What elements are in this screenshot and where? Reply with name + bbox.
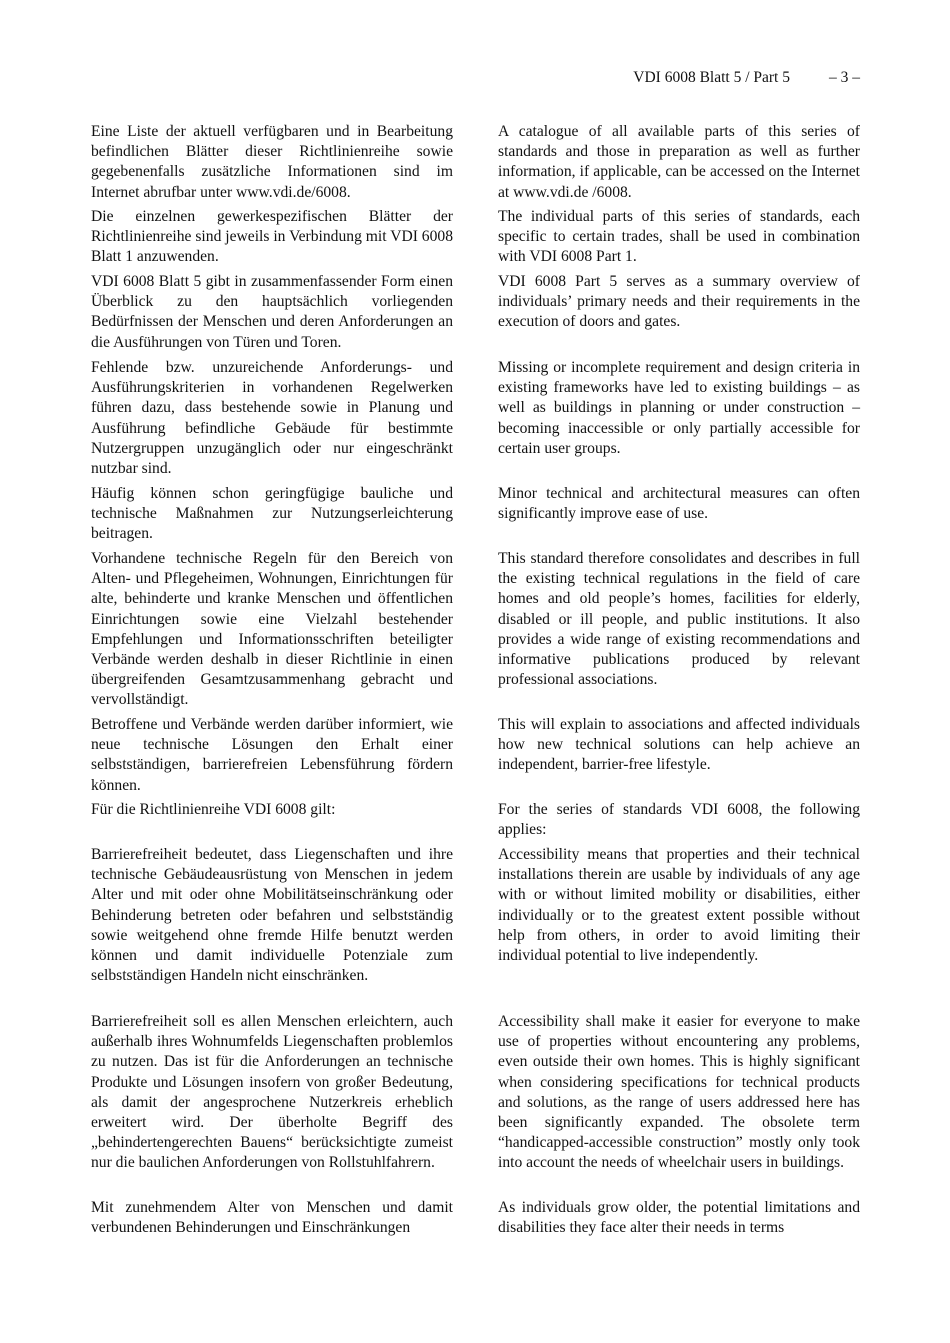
de-paragraph-2: Die einzelnen gewerkespezifischen Blätter der Richtlinienreihe sind jeweils in Verbindung mit VDI 6008 Blatt 1 anzuwenden. [91,208,453,266]
en-paragraph-7: This will explain to associations and affected individuals how new technical solutions can help achieve an independent, barrier-free lifestyle. [498,716,860,774]
de-paragraph-3: VDI 6008 Blatt 5 gibt in zusammenfassender Form einen Überblick zu den hauptsächlich vorliegenden Bedürfnissen der Menschen und deren Anforderungen an die Ausführungen von Türen und Toren. [91,273,453,351]
document-id: VDI 6008 Blatt 5 / Part 5 [633,69,790,86]
en-paragraph-1: A catalogue of all available parts of this series of standards and those in preparation as well as further information, if applicable, can be accessed on the Internet at www.vdi.de /6008. [498,123,860,201]
en-paragraph-2: The individual parts of this series of standards, each specific to certain trades, shall be used in combination with VDI 6008 Part 1. [498,208,860,266]
de-paragraph-4: Fehlende bzw. unzureichende Anforderungs- und Ausführungskriterien in vorhandenen Regelwerken führen dazu, dass bestehende sowie in Planung und Ausführung befindliche Gebäude für bestimmte Nutzergruppen unzugänglich oder nur eingeschränkt nutzbar sind. [91,359,453,478]
de-paragraph-1: Eine Liste der aktuell verfügbaren und in Bearbeitung befindlichen Blätter dieser Richtlinienreihe sowie gegebenenfalls zusätzliche Informationen sind im Internet abrufbar unter www.vdi.de/6008. [91,123,453,201]
en-paragraph-3: VDI 6008 Part 5 serves as a summary overview of individuals’ primary needs and their requirements in the execution of doors and gates. [498,273,860,331]
de-paragraph-8: Für die Richtlinienreihe VDI 6008 gilt: [91,801,336,818]
en-paragraph-11: As individuals grow older, the potential limitations and disabilities they face alter their needs in terms [498,1199,860,1237]
en-paragraph-9: Accessibility means that properties and their technical installations therein are usable by individuals of any age with or without limited mobility or disabilities, either individually or to the greatest extent possible without help from others, in order to avoid limiting their individual potential to live independently. [498,846,860,965]
en-paragraph-4: Missing or incomplete requirement and design criteria in existing frameworks have led to existing buildings – as well as buildings in planning or under construction – becoming inaccessible or only partially accessible for certain user groups. [498,359,860,457]
de-paragraph-5: Häufig können schon geringfügige bauliche und technische Maßnahmen zur Nutzungserleichterung beitragen. [91,485,453,543]
page-header [0,68,860,90]
de-paragraph-6: Vorhandene technische Regeln für den Bereich von Alten- und Pflegeheimen, Wohnungen, Einrichtungen für alte, behinderte und kranke Menschen und öffentlichen Einrichtungen sowie eine Vielzahl bestehender Empfehlungen und Informationsschriften beteiligter Verbände werden deshalb in dieser Richtlinie in einen übergreifenden Gesamtzusammenhang gebracht und vervollständigt. [91,550,453,709]
de-paragraph-9: Barrierefreiheit bedeutet, dass Liegenschaften und ihre technische Gebäudeausrüstung von Menschen in jedem Alter und mit oder ohne Mobilitätseinschränkung oder Behinderung betreten oder befahren und selbstständig sowie weitgehend ohne fremde Hilfe benutzt werden können und damit individuelle Potenziale zum selbstständigen Handeln nicht einschränken. [91,846,453,985]
page-number: – 3 – [829,69,860,86]
de-paragraph-10: Barrierefreiheit soll es allen Menschen erleichtern, auch außerhalb ihres Wohnumfelds Liegenschaften problemlos zu nutzen. Das ist für die Anforderungen an technische Produkte und Lösungen insofern von großer Bedeutung, als damit der angesprochene Nutzerkreis erheblich erweitert wird. Der überholte Begriff des „behindertengerechten Bauens“ berücksichtigte zumeist nur die baulichen Anforderungen von Rollstuhlfahrern. [91,1013,453,1172]
de-paragraph-11: Mit zunehmendem Alter von Menschen und damit verbundenen Behinderungen und Einschränkungen [91,1199,453,1237]
de-paragraph-7: Betroffene und Verbände werden darüber informiert, wie neue technische Lösungen den Erhalt einer selbstständigen, barrierefreien Lebensführung fördern können. [91,716,453,794]
en-paragraph-10: Accessibility shall make it easier for everyone to make use of properties without encountering any problems, even outside their own homes. This is highly significant when considering specifications for technical products and solutions, as the range of users addressed here has been significantly expanded. The obsolete term “handicapped-accessible construction” mostly only took into account the needs of wheelchair users in buildings. [498,1013,860,1172]
en-paragraph-6: This standard therefore consolidates and describes in full the existing technical regulations in the field of care homes and old people’s homes, facilities for elderly, disabled or ill people, and public institutions. It also provides a wide range of existing recommendations and informative publications produced by relevant professional associations. [498,550,860,689]
en-paragraph-5: Minor technical and architectural measures can often significantly improve ease of use. [498,485,860,523]
en-paragraph-8: For the series of standards VDI 6008, the following applies: [498,801,860,839]
